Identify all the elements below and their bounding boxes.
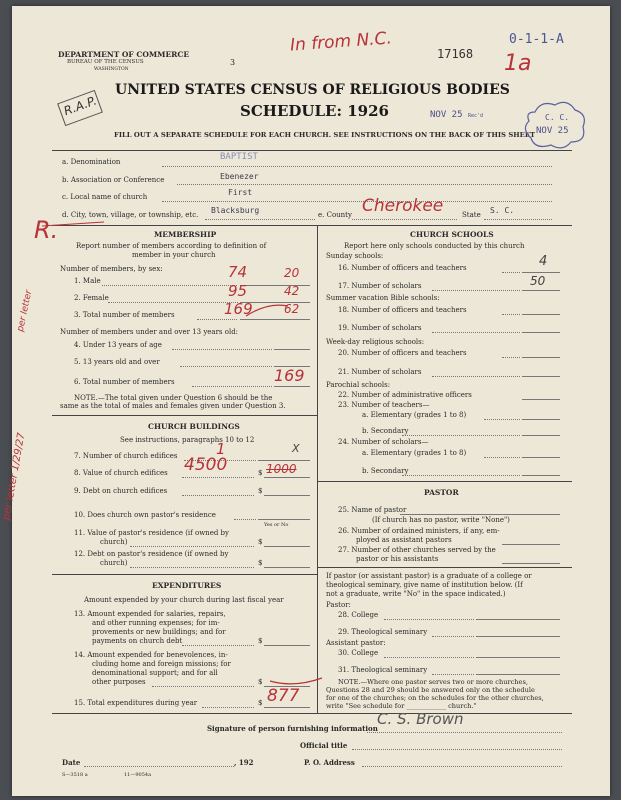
q18-label: 18. Number of officers and teachers bbox=[338, 306, 467, 314]
q11-dollar: $ bbox=[258, 538, 263, 546]
q1-label: 1. Male bbox=[74, 277, 101, 285]
q25-label: 25. Name of pastor bbox=[338, 506, 407, 514]
q24b-label: b. Secondary bbox=[362, 467, 409, 475]
q23b-label: b. Secondary bbox=[362, 427, 409, 435]
r-mark: R. bbox=[34, 216, 59, 244]
q8-struck-value: 1000 bbox=[266, 462, 297, 476]
association-label: b. Association or Conference bbox=[62, 176, 165, 184]
classification-code: 0-1-1-A bbox=[509, 32, 564, 47]
side-note-letter-date: per letter 1/29/27 bbox=[1, 431, 28, 522]
membership-note-2: same as the total of males and females given under Question 3. bbox=[60, 402, 286, 410]
q15-label: 15. Total expenditures during year bbox=[74, 699, 198, 707]
q13-line-2: and other running expenses; for im- bbox=[92, 619, 220, 627]
q14-line-3: denominational support; and for all bbox=[92, 669, 218, 677]
handwritten-from-nc: In from N.C. bbox=[289, 28, 393, 56]
handwritten-code: 1a bbox=[504, 51, 532, 76]
total-stroke bbox=[270, 678, 322, 684]
q2-value: 95 bbox=[228, 282, 248, 300]
q13-line-3: provements or new buildings; and for bbox=[92, 628, 226, 636]
q9-dollar: $ bbox=[258, 487, 263, 495]
county-value: Cherokee bbox=[362, 196, 444, 216]
q12-label-1: 12. Debt on pastor's residence (if owned by bbox=[74, 550, 229, 558]
state-value: S. C. bbox=[490, 206, 515, 215]
membership-heading: MEMBERSHIP bbox=[154, 230, 217, 239]
side-note-per-letter: per letter bbox=[15, 289, 35, 333]
q16-value: 4 bbox=[539, 254, 548, 269]
page-number: 3 bbox=[230, 58, 236, 67]
local-name-label: c. Local name of church bbox=[62, 193, 148, 201]
buildings-heading: CHURCH BUILDINGS bbox=[148, 422, 240, 431]
q15-value: 877 bbox=[267, 686, 300, 706]
date-year: , 192 bbox=[234, 758, 254, 767]
q14-line-4: other purposes bbox=[92, 678, 146, 686]
q31-label: 31. Theological seminary bbox=[338, 666, 428, 674]
q7-mark: X bbox=[292, 442, 300, 455]
weekday-schools-label: Week-day religious schools: bbox=[326, 338, 425, 346]
parochial-schools-label: Parochial schools: bbox=[326, 381, 391, 389]
membership-intro-1: Report number of members according to definition of bbox=[76, 242, 267, 250]
q23a-label: a. Elementary (grades 1 to 8) bbox=[362, 411, 467, 419]
schools-intro: Report here only schools conducted by this church bbox=[344, 242, 525, 250]
q27-line-2: pastor or his assistants bbox=[356, 555, 439, 563]
denomination-label: a. Denomination bbox=[62, 158, 121, 166]
pastor-heading: PASTOR bbox=[424, 488, 459, 497]
assistant-pastor-label: Assistant pastor: bbox=[326, 639, 386, 647]
q2-corrected: 42 bbox=[284, 284, 300, 298]
date-label: Date bbox=[62, 758, 81, 767]
q17-label: 17. Number of scholars bbox=[338, 282, 422, 290]
age-label: Number of members under and over 13 years old: bbox=[60, 328, 239, 336]
print-code: 11—9054a bbox=[124, 772, 152, 778]
correction-stroke bbox=[246, 305, 288, 316]
q26-line-1: 26. Number of ordained ministers, if any, em- bbox=[338, 527, 500, 535]
q12-dollar: $ bbox=[258, 559, 263, 567]
city-label: d. City, town, village, or township, etc. bbox=[62, 211, 199, 219]
q14-dollar: $ bbox=[258, 678, 263, 686]
state-label: State bbox=[462, 211, 481, 219]
received-date-stamp: NOV 25 Rec'd bbox=[430, 110, 483, 120]
q8-label: 8. Value of church edifices bbox=[74, 469, 168, 477]
instructions-line: FILL OUT A SEPARATE SCHEDULE FOR EACH CHURCH. SEE INSTRUCTIONS ON THE BACK OF THIS SHEET bbox=[114, 131, 536, 139]
q6-value: 169 bbox=[274, 366, 305, 385]
q27-line-1: 27. Number of other churches served by the bbox=[338, 546, 496, 554]
pastor-note-1: NOTE.—Where one pastor serves two or more churches, bbox=[338, 678, 528, 686]
signature-value: C. S. Brown bbox=[377, 710, 464, 728]
q20-label: 20. Number of officers and teachers bbox=[338, 349, 467, 357]
form-subtitle: SCHEDULE: 1926 bbox=[240, 102, 389, 120]
po-address-label: P. O. Address bbox=[304, 758, 355, 767]
denomination-value: BAPTIST bbox=[220, 152, 258, 162]
q16-label: 16. Number of officers and teachers bbox=[338, 264, 467, 272]
q28-label: 28. College bbox=[338, 611, 379, 619]
yes-no-hint: Yes or No bbox=[264, 522, 289, 528]
q25-note: (If church has no pastor, write "None") bbox=[372, 516, 510, 524]
membership-intro-2: member in your church bbox=[132, 251, 216, 259]
cc-stamp-top: C. C. bbox=[545, 113, 570, 122]
serial-number: 17168 bbox=[437, 47, 474, 61]
q3-label: 3. Total number of members bbox=[74, 311, 175, 319]
q6-label: 6. Total number of members bbox=[74, 378, 175, 386]
r-mark-stroke bbox=[42, 222, 104, 226]
q9-label: 9. Debt on church edifices bbox=[74, 487, 168, 495]
q8-value: 4500 bbox=[184, 455, 228, 475]
q14-line-2: cluding home and foreign missions; for bbox=[92, 660, 231, 668]
q29-label: 29. Theological seminary bbox=[338, 628, 428, 636]
form-title: UNITED STATES CENSUS OF RELIGIOUS BODIES bbox=[115, 82, 510, 98]
q10-label: 10. Does church own pastor's residence bbox=[74, 511, 216, 519]
q8-dollar: $ bbox=[258, 469, 263, 477]
city-value: Blacksburg bbox=[211, 206, 260, 215]
q21-label: 21. Number of scholars bbox=[338, 368, 422, 376]
buildings-intro: See instructions, paragraphs 10 to 12 bbox=[120, 436, 255, 444]
handwritten-strokes bbox=[12, 6, 610, 796]
q13-dollar: $ bbox=[258, 637, 263, 645]
q1-corrected: 20 bbox=[284, 266, 300, 280]
pastor-note-4: write "See schedule for ____________ church." bbox=[326, 702, 477, 710]
q24-label: 24. Number of scholars— bbox=[338, 438, 429, 446]
local-name-value: First bbox=[228, 188, 253, 197]
membership-note-1: NOTE.—The total given under Question 6 should be the bbox=[74, 394, 273, 402]
q5-label: 5. 13 years old and over bbox=[74, 358, 160, 366]
official-title-label: Official title bbox=[300, 741, 348, 750]
q14-line-1: 14. Amount expended for benevolences, in- bbox=[74, 651, 228, 659]
county-label: e. County bbox=[318, 211, 352, 219]
by-sex-label: Number of members, by sex: bbox=[60, 265, 163, 273]
q30-label: 30. College bbox=[338, 649, 379, 657]
rap-initials: R.A.P. bbox=[61, 93, 99, 119]
q24a-label: a. Elementary (grades 1 to 8) bbox=[362, 449, 467, 457]
expenditures-intro: Amount expended by your church during last fiscal year bbox=[84, 596, 284, 604]
summer-schools-label: Summer vacation Bible schools: bbox=[326, 294, 440, 302]
pastor-label: Pastor: bbox=[326, 601, 351, 609]
q3-corrected: 62 bbox=[284, 302, 300, 316]
sunday-schools-label: Sunday schools: bbox=[326, 252, 384, 260]
pastor-note-2: Questions 28 and 29 should be answered only on the schedule bbox=[326, 686, 535, 694]
department-heading: DEPARTMENT OF COMMERCE bbox=[58, 50, 190, 59]
q23-label: 23. Number of teachers— bbox=[338, 401, 430, 409]
graduate-note-1: If pastor (or assistant pastor) is a graduate of a college or bbox=[326, 572, 532, 580]
census-schedule-page bbox=[1, 6, 610, 796]
q11-label-2: church) bbox=[100, 538, 128, 546]
graduate-note-2: theological seminary, give name of institution below. (If bbox=[326, 581, 523, 589]
q11-label-1: 11. Value of pastor's residence (if owned by bbox=[74, 529, 229, 537]
q1-value: 74 bbox=[228, 263, 248, 281]
q12-label-2: church) bbox=[100, 559, 128, 567]
q7-value: 1 bbox=[216, 440, 226, 458]
schools-heading: CHURCH SCHOOLS bbox=[410, 230, 494, 239]
form-code: S—3518 a bbox=[62, 772, 88, 778]
q13-line-4: payments on church debt bbox=[92, 637, 183, 645]
q7-label: 7. Number of church edifices bbox=[74, 452, 178, 460]
q15-dollar: $ bbox=[258, 699, 263, 707]
graduate-note-3: not a graduate, write "No" in the space indicated.) bbox=[326, 590, 506, 598]
q2-label: 2. Female bbox=[74, 294, 109, 302]
cc-stamp-date: NOV 25 bbox=[536, 126, 569, 136]
q13-line-1: 13. Amount expended for salaries, repairs, bbox=[74, 610, 226, 618]
expenditures-heading: EXPENDITURES bbox=[152, 581, 222, 590]
q17-value: 50 bbox=[530, 274, 546, 288]
q22-label: 22. Number of administrative officers bbox=[338, 391, 472, 399]
q3-value: 169 bbox=[224, 300, 253, 318]
bureau-heading: BUREAU OF THE CENSUS bbox=[67, 59, 144, 65]
q26-line-2: ployed as assistant pastors bbox=[356, 536, 452, 544]
association-value: Ebenezer bbox=[220, 172, 259, 181]
city-heading: WASHINGTON bbox=[94, 67, 129, 72]
q4-label: 4. Under 13 years of age bbox=[74, 341, 162, 349]
signature-label: Signature of person furnishing information bbox=[207, 724, 378, 733]
q19-label: 19. Number of scholars bbox=[338, 324, 422, 332]
pastor-note-3: for one of the churches; on the schedules for the other churches, bbox=[326, 694, 544, 702]
